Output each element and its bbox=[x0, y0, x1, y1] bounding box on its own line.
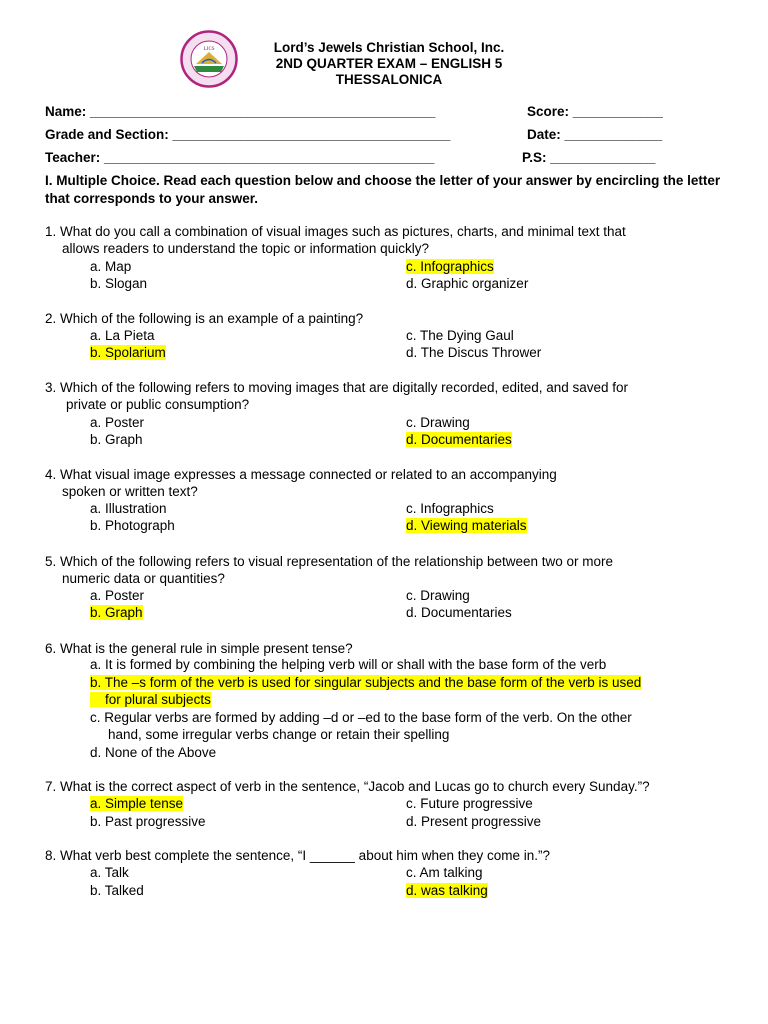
question-4-cont: spoken or written text? bbox=[62, 484, 198, 499]
date-field[interactable]: Date: _____________ bbox=[527, 127, 663, 142]
q7-option-b[interactable]: b. Past progressive bbox=[90, 814, 206, 829]
q2-option-d[interactable]: d. The Discus Thrower bbox=[406, 345, 542, 360]
q6-option-c[interactable]: c. Regular verbs are formed by adding –d or –ed to the base form of the verb. On the other bbox=[90, 710, 632, 725]
exam-title: 2ND QUARTER EXAM – ENGLISH 5 bbox=[275, 56, 503, 71]
q7-option-a[interactable]: a. Simple tense bbox=[90, 796, 184, 811]
question-7: 7. What is the correct aspect of verb in the sentence, “Jacob and Lucas go to church every Sunday.”? bbox=[45, 779, 650, 794]
question-3: 3. Which of the following refers to moving images that are digitally recorded, edited, and saved for bbox=[45, 380, 629, 395]
q4-option-a[interactable]: a. Illustration bbox=[90, 501, 167, 516]
school-logo-icon bbox=[180, 30, 238, 88]
q7-option-c[interactable]: c. Future progressive bbox=[406, 796, 533, 811]
score-field[interactable]: Score: ____________ bbox=[527, 104, 663, 119]
question-5: 5. Which of the following refers to visual representation of the relationship between two or more bbox=[45, 554, 614, 569]
class-section-title: THESSALONICA bbox=[335, 72, 443, 87]
question-6: 6. What is the general rule in simple present tense? bbox=[45, 641, 353, 656]
question-8: 8. What verb best complete the sentence, “I ______ about him when they come in.”? bbox=[45, 848, 551, 863]
question-1-cont: allows readers to understand the topic or information quickly? bbox=[62, 241, 429, 256]
teacher-field[interactable]: Teacher: ____________________________________________ bbox=[45, 150, 435, 165]
q6-option-b-cont[interactable]: for plural subjects bbox=[90, 691, 211, 709]
question-2: 2. Which of the following is an example of a painting? bbox=[45, 311, 364, 326]
q2-option-a[interactable]: a. La Pieta bbox=[90, 328, 155, 343]
q6-option-a[interactable]: a. It is formed by combining the helping verb will or shall with the base form of the verb bbox=[90, 657, 607, 672]
exam-header bbox=[0, 28, 768, 90]
logo-text: LJCS bbox=[203, 47, 215, 52]
q3-option-d[interactable]: d. Documentaries bbox=[406, 432, 512, 447]
q6-option-d[interactable]: d. None of the Above bbox=[90, 745, 217, 760]
q5-option-a[interactable]: a. Poster bbox=[90, 588, 145, 603]
q4-option-d[interactable]: d. Viewing materials bbox=[406, 518, 527, 533]
q4-option-c[interactable]: c. Infographics bbox=[406, 501, 494, 516]
q6-option-b[interactable]: b. The –s form of the verb is used for singular subjects and the base form of the verb is used bbox=[90, 675, 642, 690]
q8-option-a[interactable]: a. Talk bbox=[90, 865, 129, 880]
q3-option-b[interactable]: b. Graph bbox=[90, 432, 143, 447]
q8-option-d[interactable]: d. was talking bbox=[406, 883, 488, 898]
instructions: I. Multiple Choice. Read each question below and choose the letter of your answer by encircling the letter that corresponds to your answer. bbox=[45, 173, 721, 206]
grade-section-field[interactable]: Grade and Section: _____________________________________ bbox=[45, 127, 451, 142]
q1-option-a[interactable]: a. Map bbox=[90, 259, 132, 274]
question-4: 4. What visual image expresses a message connected or related to an accompanying bbox=[45, 467, 557, 482]
question-3-cont: private or public consumption? bbox=[66, 397, 250, 412]
q8-option-b[interactable]: b. Talked bbox=[90, 883, 144, 898]
q7-option-d[interactable]: d. Present progressive bbox=[406, 814, 542, 829]
q6-option-c-cont[interactable]: hand, some irregular verbs change or retain their spelling bbox=[108, 727, 450, 742]
q1-option-b[interactable]: b. Slogan bbox=[90, 276, 148, 291]
q2-option-c[interactable]: c. The Dying Gaul bbox=[406, 328, 514, 343]
q2-option-b[interactable]: b. Spolarium bbox=[90, 345, 166, 360]
q5-option-b[interactable]: b. Graph bbox=[90, 605, 143, 620]
q1-option-c[interactable]: c. Infographics bbox=[406, 259, 494, 274]
q3-option-a[interactable]: a. Poster bbox=[90, 415, 145, 430]
question-5-cont: numeric data or quantities? bbox=[62, 571, 225, 586]
school-name: Lord’s Jewels Christian School, Inc. bbox=[273, 40, 505, 55]
q5-option-d[interactable]: d. Documentaries bbox=[406, 605, 512, 620]
q8-option-c[interactable]: c. Am talking bbox=[406, 865, 483, 880]
question-1: 1. What do you call a combination of visual images such as pictures, charts, and minimal text that bbox=[45, 224, 626, 239]
q1-option-d[interactable]: d. Graphic organizer bbox=[406, 276, 529, 291]
q5-option-c[interactable]: c. Drawing bbox=[406, 588, 470, 603]
name-field[interactable]: Name: ______________________________________________ bbox=[45, 104, 436, 119]
q3-option-c[interactable]: c. Drawing bbox=[406, 415, 470, 430]
q4-option-b[interactable]: b. Photograph bbox=[90, 518, 175, 533]
ps-field[interactable]: P.S: ______________ bbox=[522, 150, 656, 165]
